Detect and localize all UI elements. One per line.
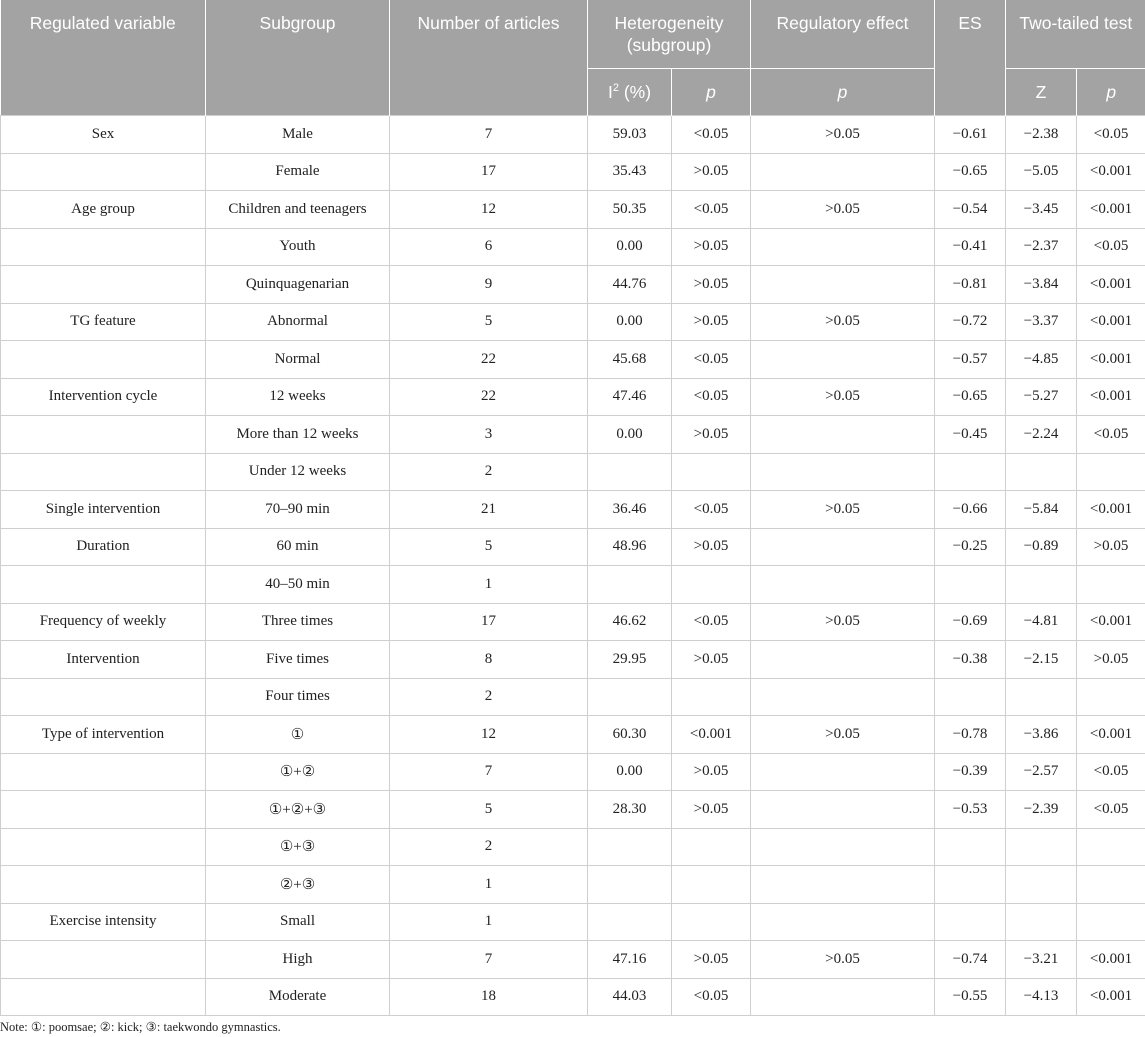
cell-z: −4.13 bbox=[1006, 978, 1077, 1016]
cell-subgroup: Youth bbox=[206, 228, 390, 266]
cell-p-two-tailed bbox=[1077, 453, 1145, 491]
cell-i2: 0.00 bbox=[588, 228, 672, 266]
cell-i2: 0.00 bbox=[588, 416, 672, 454]
cell-subgroup: More than 12 weeks bbox=[206, 416, 390, 454]
cell-p-two-tailed: <0.001 bbox=[1077, 491, 1145, 529]
cell-regulated-variable: Frequency of weekly bbox=[1, 603, 206, 641]
cell-p-two-tailed: <0.05 bbox=[1077, 753, 1145, 791]
cell-i2: 29.95 bbox=[588, 641, 672, 679]
cell-i2: 47.16 bbox=[588, 941, 672, 979]
cell-number-of-articles: 2 bbox=[390, 678, 588, 716]
cell-regulated-variable bbox=[1, 866, 206, 904]
cell-regulated-variable bbox=[1, 228, 206, 266]
cell-number-of-articles: 12 bbox=[390, 191, 588, 229]
cell-p-two-tailed: <0.001 bbox=[1077, 191, 1145, 229]
cell-i2 bbox=[588, 453, 672, 491]
cell-p-regulatory bbox=[751, 228, 935, 266]
cell-subgroup: Male bbox=[206, 116, 390, 154]
cell-subgroup: Five times bbox=[206, 641, 390, 679]
cell-es: −0.53 bbox=[935, 791, 1006, 829]
cell-p-regulatory: >0.05 bbox=[751, 941, 935, 979]
cell-es: −0.38 bbox=[935, 641, 1006, 679]
cell-regulated-variable bbox=[1, 828, 206, 866]
cell-p-two-tailed: <0.001 bbox=[1077, 153, 1145, 191]
cell-subgroup: Abnormal bbox=[206, 303, 390, 341]
cell-subgroup: Under 12 weeks bbox=[206, 453, 390, 491]
cell-p-two-tailed bbox=[1077, 566, 1145, 604]
cell-p-heterogeneity: <0.05 bbox=[672, 116, 751, 154]
cell-number-of-articles: 2 bbox=[390, 453, 588, 491]
cell-z: −2.24 bbox=[1006, 416, 1077, 454]
cell-p-heterogeneity: <0.05 bbox=[672, 978, 751, 1016]
cell-subgroup: 40–50 min bbox=[206, 566, 390, 604]
cell-number-of-articles: 5 bbox=[390, 303, 588, 341]
cell-p-heterogeneity bbox=[672, 866, 751, 904]
header-regulatory-effect: Regulatory effect bbox=[751, 0, 935, 69]
cell-i2: 36.46 bbox=[588, 491, 672, 529]
cell-z: −4.85 bbox=[1006, 341, 1077, 379]
cell-subgroup: ①+②+③ bbox=[206, 791, 390, 829]
cell-es: −0.61 bbox=[935, 116, 1006, 154]
cell-p-regulatory: >0.05 bbox=[751, 603, 935, 641]
cell-p-regulatory: >0.05 bbox=[751, 716, 935, 754]
cell-i2: 28.30 bbox=[588, 791, 672, 829]
cell-z: −3.45 bbox=[1006, 191, 1077, 229]
cell-subgroup: Three times bbox=[206, 603, 390, 641]
cell-subgroup: Small bbox=[206, 903, 390, 941]
table-header bbox=[1, 0, 1145, 116]
cell-es: −0.55 bbox=[935, 978, 1006, 1016]
cell-p-regulatory bbox=[751, 416, 935, 454]
header-p-regulatory: p bbox=[751, 69, 935, 116]
cell-p-regulatory: >0.05 bbox=[751, 491, 935, 529]
table-row bbox=[1, 266, 1145, 304]
cell-p-two-tailed: <0.001 bbox=[1077, 603, 1145, 641]
cell-es bbox=[935, 903, 1006, 941]
cell-p-heterogeneity: <0.05 bbox=[672, 603, 751, 641]
cell-p-two-tailed: <0.05 bbox=[1077, 791, 1145, 829]
cell-number-of-articles: 1 bbox=[390, 903, 588, 941]
cell-i2 bbox=[588, 866, 672, 904]
cell-i2: 44.76 bbox=[588, 266, 672, 304]
cell-p-regulatory bbox=[751, 828, 935, 866]
cell-number-of-articles: 1 bbox=[390, 566, 588, 604]
cell-number-of-articles: 22 bbox=[390, 341, 588, 379]
cell-z: −2.39 bbox=[1006, 791, 1077, 829]
cell-z bbox=[1006, 903, 1077, 941]
cell-p-two-tailed: <0.001 bbox=[1077, 266, 1145, 304]
header-es: ES bbox=[935, 0, 1006, 116]
cell-z bbox=[1006, 866, 1077, 904]
cell-subgroup: ②+③ bbox=[206, 866, 390, 904]
cell-subgroup: ①+③ bbox=[206, 828, 390, 866]
cell-p-heterogeneity: <0.001 bbox=[672, 716, 751, 754]
cell-p-regulatory: >0.05 bbox=[751, 378, 935, 416]
cell-number-of-articles: 18 bbox=[390, 978, 588, 1016]
cell-i2: 59.03 bbox=[588, 116, 672, 154]
cell-p-heterogeneity bbox=[672, 678, 751, 716]
cell-p-two-tailed: <0.001 bbox=[1077, 941, 1145, 979]
cell-regulated-variable bbox=[1, 453, 206, 491]
cell-es: −0.25 bbox=[935, 528, 1006, 566]
cell-p-two-tailed bbox=[1077, 828, 1145, 866]
cell-z: −2.57 bbox=[1006, 753, 1077, 791]
cell-es: −0.57 bbox=[935, 341, 1006, 379]
cell-p-regulatory bbox=[751, 641, 935, 679]
cell-z: −2.38 bbox=[1006, 116, 1077, 154]
cell-regulated-variable bbox=[1, 153, 206, 191]
cell-regulated-variable: Age group bbox=[1, 191, 206, 229]
table-row bbox=[1, 978, 1145, 1016]
header-two-tailed-test: Two-tailed test bbox=[1006, 0, 1145, 69]
cell-es bbox=[935, 866, 1006, 904]
header-heterogeneity: Heterogeneity (subgroup) bbox=[588, 0, 751, 69]
cell-number-of-articles: 22 bbox=[390, 378, 588, 416]
cell-subgroup: Quinquagenarian bbox=[206, 266, 390, 304]
cell-p-regulatory bbox=[751, 903, 935, 941]
cell-subgroup: High bbox=[206, 941, 390, 979]
cell-p-two-tailed: <0.05 bbox=[1077, 228, 1145, 266]
cell-p-heterogeneity: >0.05 bbox=[672, 416, 751, 454]
cell-p-heterogeneity bbox=[672, 566, 751, 604]
table-row bbox=[1, 303, 1145, 341]
cell-z: −3.84 bbox=[1006, 266, 1077, 304]
cell-i2 bbox=[588, 566, 672, 604]
cell-subgroup: Female bbox=[206, 153, 390, 191]
table-row bbox=[1, 903, 1145, 941]
table-row bbox=[1, 603, 1145, 641]
cell-i2: 35.43 bbox=[588, 153, 672, 191]
cell-p-regulatory: >0.05 bbox=[751, 116, 935, 154]
cell-subgroup: Normal bbox=[206, 341, 390, 379]
cell-es: −0.78 bbox=[935, 716, 1006, 754]
cell-p-regulatory: >0.05 bbox=[751, 191, 935, 229]
cell-es: −0.39 bbox=[935, 753, 1006, 791]
cell-z: −5.27 bbox=[1006, 378, 1077, 416]
cell-i2: 50.35 bbox=[588, 191, 672, 229]
cell-p-regulatory bbox=[751, 266, 935, 304]
cell-i2: 44.03 bbox=[588, 978, 672, 1016]
cell-subgroup: Children and teenagers bbox=[206, 191, 390, 229]
cell-regulated-variable: Single intervention bbox=[1, 491, 206, 529]
cell-z bbox=[1006, 453, 1077, 491]
cell-p-two-tailed: >0.05 bbox=[1077, 528, 1145, 566]
cell-regulated-variable: Exercise intensity bbox=[1, 903, 206, 941]
cell-p-heterogeneity bbox=[672, 828, 751, 866]
cell-es bbox=[935, 453, 1006, 491]
cell-subgroup: Moderate bbox=[206, 978, 390, 1016]
header-i2-superscript: 2 bbox=[612, 82, 619, 95]
cell-z bbox=[1006, 566, 1077, 604]
cell-p-heterogeneity: >0.05 bbox=[672, 753, 751, 791]
cell-p-heterogeneity bbox=[672, 453, 751, 491]
cell-regulated-variable bbox=[1, 341, 206, 379]
header-i2-label: I bbox=[607, 82, 613, 102]
table-row bbox=[1, 678, 1145, 716]
cell-number-of-articles: 2 bbox=[390, 828, 588, 866]
cell-subgroup: 12 weeks bbox=[206, 378, 390, 416]
cell-p-heterogeneity: <0.05 bbox=[672, 191, 751, 229]
cell-regulated-variable bbox=[1, 266, 206, 304]
cell-z: −3.21 bbox=[1006, 941, 1077, 979]
cell-i2: 0.00 bbox=[588, 753, 672, 791]
cell-p-regulatory bbox=[751, 528, 935, 566]
cell-regulated-variable bbox=[1, 566, 206, 604]
cell-es: −0.69 bbox=[935, 603, 1006, 641]
cell-p-two-tailed: <0.001 bbox=[1077, 303, 1145, 341]
cell-number-of-articles: 17 bbox=[390, 603, 588, 641]
cell-regulated-variable: Intervention cycle bbox=[1, 378, 206, 416]
cell-z: −3.86 bbox=[1006, 716, 1077, 754]
cell-es: −0.74 bbox=[935, 941, 1006, 979]
cell-p-regulatory bbox=[751, 791, 935, 829]
cell-subgroup: ①+② bbox=[206, 753, 390, 791]
cell-regulated-variable bbox=[1, 753, 206, 791]
cell-es bbox=[935, 828, 1006, 866]
cell-p-heterogeneity: >0.05 bbox=[672, 941, 751, 979]
cell-regulated-variable bbox=[1, 791, 206, 829]
cell-subgroup: 70–90 min bbox=[206, 491, 390, 529]
cell-p-two-tailed: <0.001 bbox=[1077, 978, 1145, 1016]
table-row bbox=[1, 641, 1145, 679]
table-row bbox=[1, 191, 1145, 229]
table-row bbox=[1, 791, 1145, 829]
cell-i2: 0.00 bbox=[588, 303, 672, 341]
table-row bbox=[1, 453, 1145, 491]
cell-subgroup: ① bbox=[206, 716, 390, 754]
cell-p-two-tailed: <0.05 bbox=[1077, 416, 1145, 454]
cell-p-two-tailed: >0.05 bbox=[1077, 641, 1145, 679]
cell-number-of-articles: 12 bbox=[390, 716, 588, 754]
table-row bbox=[1, 716, 1145, 754]
header-subgroup: Subgroup bbox=[206, 0, 390, 116]
cell-z: −4.81 bbox=[1006, 603, 1077, 641]
cell-p-heterogeneity: >0.05 bbox=[672, 266, 751, 304]
table-row bbox=[1, 941, 1145, 979]
cell-p-regulatory bbox=[751, 153, 935, 191]
header-p-two-tailed: p bbox=[1077, 69, 1145, 116]
cell-regulated-variable: TG feature bbox=[1, 303, 206, 341]
cell-regulated-variable bbox=[1, 416, 206, 454]
table-row bbox=[1, 116, 1145, 154]
cell-p-heterogeneity bbox=[672, 903, 751, 941]
cell-number-of-articles: 3 bbox=[390, 416, 588, 454]
cell-number-of-articles: 6 bbox=[390, 228, 588, 266]
cell-regulated-variable: Intervention bbox=[1, 641, 206, 679]
cell-number-of-articles: 1 bbox=[390, 866, 588, 904]
table-row bbox=[1, 828, 1145, 866]
cell-number-of-articles: 7 bbox=[390, 116, 588, 154]
cell-z: −2.37 bbox=[1006, 228, 1077, 266]
cell-p-regulatory bbox=[751, 753, 935, 791]
table-row bbox=[1, 753, 1145, 791]
cell-i2 bbox=[588, 678, 672, 716]
cell-regulated-variable: Duration bbox=[1, 528, 206, 566]
cell-p-heterogeneity: >0.05 bbox=[672, 791, 751, 829]
cell-p-two-tailed bbox=[1077, 678, 1145, 716]
cell-z: −2.15 bbox=[1006, 641, 1077, 679]
cell-es: −0.54 bbox=[935, 191, 1006, 229]
cell-number-of-articles: 9 bbox=[390, 266, 588, 304]
cell-i2: 60.30 bbox=[588, 716, 672, 754]
cell-p-heterogeneity: >0.05 bbox=[672, 303, 751, 341]
table-row bbox=[1, 416, 1145, 454]
header-z: Z bbox=[1006, 69, 1077, 116]
cell-i2: 48.96 bbox=[588, 528, 672, 566]
cell-es: −0.65 bbox=[935, 153, 1006, 191]
cell-i2: 47.46 bbox=[588, 378, 672, 416]
cell-p-regulatory bbox=[751, 678, 935, 716]
table-row bbox=[1, 528, 1145, 566]
cell-subgroup: 60 min bbox=[206, 528, 390, 566]
table-row bbox=[1, 378, 1145, 416]
cell-es: −0.72 bbox=[935, 303, 1006, 341]
cell-z: −3.37 bbox=[1006, 303, 1077, 341]
cell-regulated-variable: Type of intervention bbox=[1, 716, 206, 754]
cell-regulated-variable bbox=[1, 941, 206, 979]
cell-i2: 45.68 bbox=[588, 341, 672, 379]
cell-regulated-variable: Sex bbox=[1, 116, 206, 154]
cell-z: −5.05 bbox=[1006, 153, 1077, 191]
cell-p-heterogeneity: <0.05 bbox=[672, 378, 751, 416]
header-regulated-variable: Regulated variable bbox=[1, 0, 206, 116]
cell-i2 bbox=[588, 903, 672, 941]
header-i2-unit: (%) bbox=[618, 82, 652, 102]
table-row bbox=[1, 341, 1145, 379]
cell-p-two-tailed: <0.001 bbox=[1077, 378, 1145, 416]
cell-es bbox=[935, 678, 1006, 716]
table-row bbox=[1, 566, 1145, 604]
cell-p-heterogeneity: <0.05 bbox=[672, 491, 751, 529]
cell-p-two-tailed bbox=[1077, 866, 1145, 904]
cell-number-of-articles: 8 bbox=[390, 641, 588, 679]
cell-regulated-variable bbox=[1, 978, 206, 1016]
cell-es bbox=[935, 566, 1006, 604]
cell-es: −0.65 bbox=[935, 378, 1006, 416]
cell-z bbox=[1006, 828, 1077, 866]
table-body bbox=[1, 116, 1145, 1016]
cell-p-regulatory bbox=[751, 566, 935, 604]
cell-es: −0.41 bbox=[935, 228, 1006, 266]
cell-p-regulatory: >0.05 bbox=[751, 303, 935, 341]
table-row bbox=[1, 153, 1145, 191]
header-p-heterogeneity: p bbox=[672, 69, 751, 116]
cell-number-of-articles: 21 bbox=[390, 491, 588, 529]
cell-p-regulatory bbox=[751, 978, 935, 1016]
cell-p-two-tailed: <0.001 bbox=[1077, 341, 1145, 379]
cell-i2 bbox=[588, 828, 672, 866]
cell-subgroup: Four times bbox=[206, 678, 390, 716]
table-note: Note: ①: poomsae; ②: kick; ③: taekwondo gymnastics. bbox=[0, 1020, 281, 1034]
cell-p-heterogeneity: >0.05 bbox=[672, 153, 751, 191]
cell-es: −0.45 bbox=[935, 416, 1006, 454]
cell-p-regulatory bbox=[751, 453, 935, 491]
cell-p-heterogeneity: <0.05 bbox=[672, 341, 751, 379]
cell-regulated-variable bbox=[1, 678, 206, 716]
cell-z bbox=[1006, 678, 1077, 716]
cell-p-regulatory bbox=[751, 866, 935, 904]
cell-p-regulatory bbox=[751, 341, 935, 379]
cell-p-two-tailed: <0.001 bbox=[1077, 716, 1145, 754]
header-number-of-articles: Number of articles bbox=[390, 0, 588, 116]
cell-es: −0.81 bbox=[935, 266, 1006, 304]
header-i2 bbox=[588, 69, 672, 116]
table-row bbox=[1, 228, 1145, 266]
cell-p-two-tailed bbox=[1077, 903, 1145, 941]
cell-p-heterogeneity: >0.05 bbox=[672, 228, 751, 266]
cell-number-of-articles: 7 bbox=[390, 941, 588, 979]
cell-number-of-articles: 17 bbox=[390, 153, 588, 191]
cell-i2: 46.62 bbox=[588, 603, 672, 641]
cell-number-of-articles: 5 bbox=[390, 528, 588, 566]
cell-number-of-articles: 7 bbox=[390, 753, 588, 791]
cell-es: −0.66 bbox=[935, 491, 1006, 529]
cell-p-heterogeneity: >0.05 bbox=[672, 641, 751, 679]
cell-z: −5.84 bbox=[1006, 491, 1077, 529]
cell-p-two-tailed: <0.05 bbox=[1077, 116, 1145, 154]
cell-number-of-articles: 5 bbox=[390, 791, 588, 829]
table-row bbox=[1, 491, 1145, 529]
cell-p-heterogeneity: >0.05 bbox=[672, 528, 751, 566]
table-row bbox=[1, 866, 1145, 904]
cell-z: −0.89 bbox=[1006, 528, 1077, 566]
